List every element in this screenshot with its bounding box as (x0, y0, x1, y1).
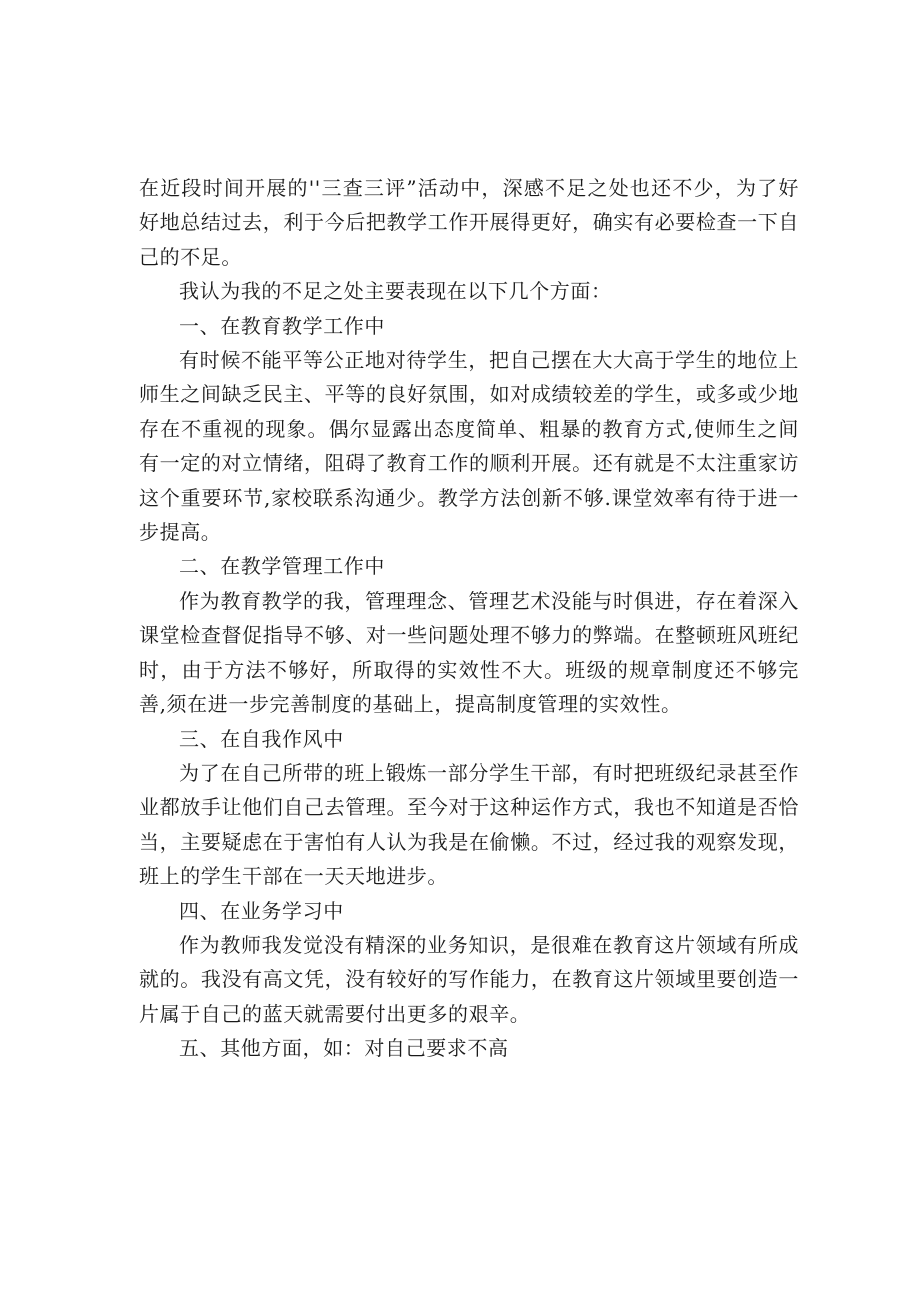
section-paragraph-2: 作为教育教学的我，管理理念、管理艺术没能与时俱进，存在着深入课堂检查督促指导不够、对一些问题处理不够力的弊端。在整顿班风班纪时，由于方法不够好，所取得的实效性不大。班级的规章制度还不够完善,须在进一步完善制度的基础上，提高制度管理的实效性。 (139, 588, 799, 717)
section-heading-2: 二、在教学管理工作中 (179, 554, 385, 579)
section-heading-3: 三、在自我作风中 (179, 726, 344, 751)
section-paragraph-4: 作为教师我发觉没有精深的业务知识，是很难在教育这片领域有所成就的。我没有高文凭，没有较好的写作能力，在教育这片领域里要创造一片属于自己的蓝天就需要付出更多的艰辛。 (139, 932, 799, 1026)
section-heading-5: 五、其他方面，如：对自己要求不高 (179, 1036, 509, 1061)
document-body (139, 171, 799, 1066)
overview-paragraph: 我认为我的不足之处主要表现在以下几个方面： (179, 279, 612, 304)
section-heading-1: 一、在教育教学工作中 (179, 313, 385, 338)
section-paragraph-3: 为了在自己所带的班上锻炼一部分学生干部，有时把班级纪录甚至作业都放手让他们自己去管理。至今对于这种运作方式，我也不知道是否恰当，主要疑虑在于害怕有人认为我是在偷懒。不过，经过我的观察发现，班上的学生干部在一天天地进步。 (139, 760, 799, 889)
section-heading-4: 四、在业务学习中 (179, 898, 344, 923)
section-paragraph-1: 有时候不能平等公正地对待学生，把自己摆在大大高于学生的地位上师生之间缺乏民主、平等的良好氛围，如对成绩较差的学生，或多或少地存在不重视的现象。偶尔显露出态度简单、粗暴的教育方式,使师生之间有一定的对立情绪，阻碍了教育工作的顺利开展。还有就是不太注重家访这个重要环节,家校联系沟通少。教学方法创新不够.课堂效率有待于进一步提高。 (139, 348, 799, 545)
intro-paragraph: 在近段时间开展的''三查三评”活动中，深感不足之处也还不少，为了好好地总结过去，利于今后把教学工作开展得更好，确实有必要检查一下自己的不足。 (139, 176, 799, 269)
